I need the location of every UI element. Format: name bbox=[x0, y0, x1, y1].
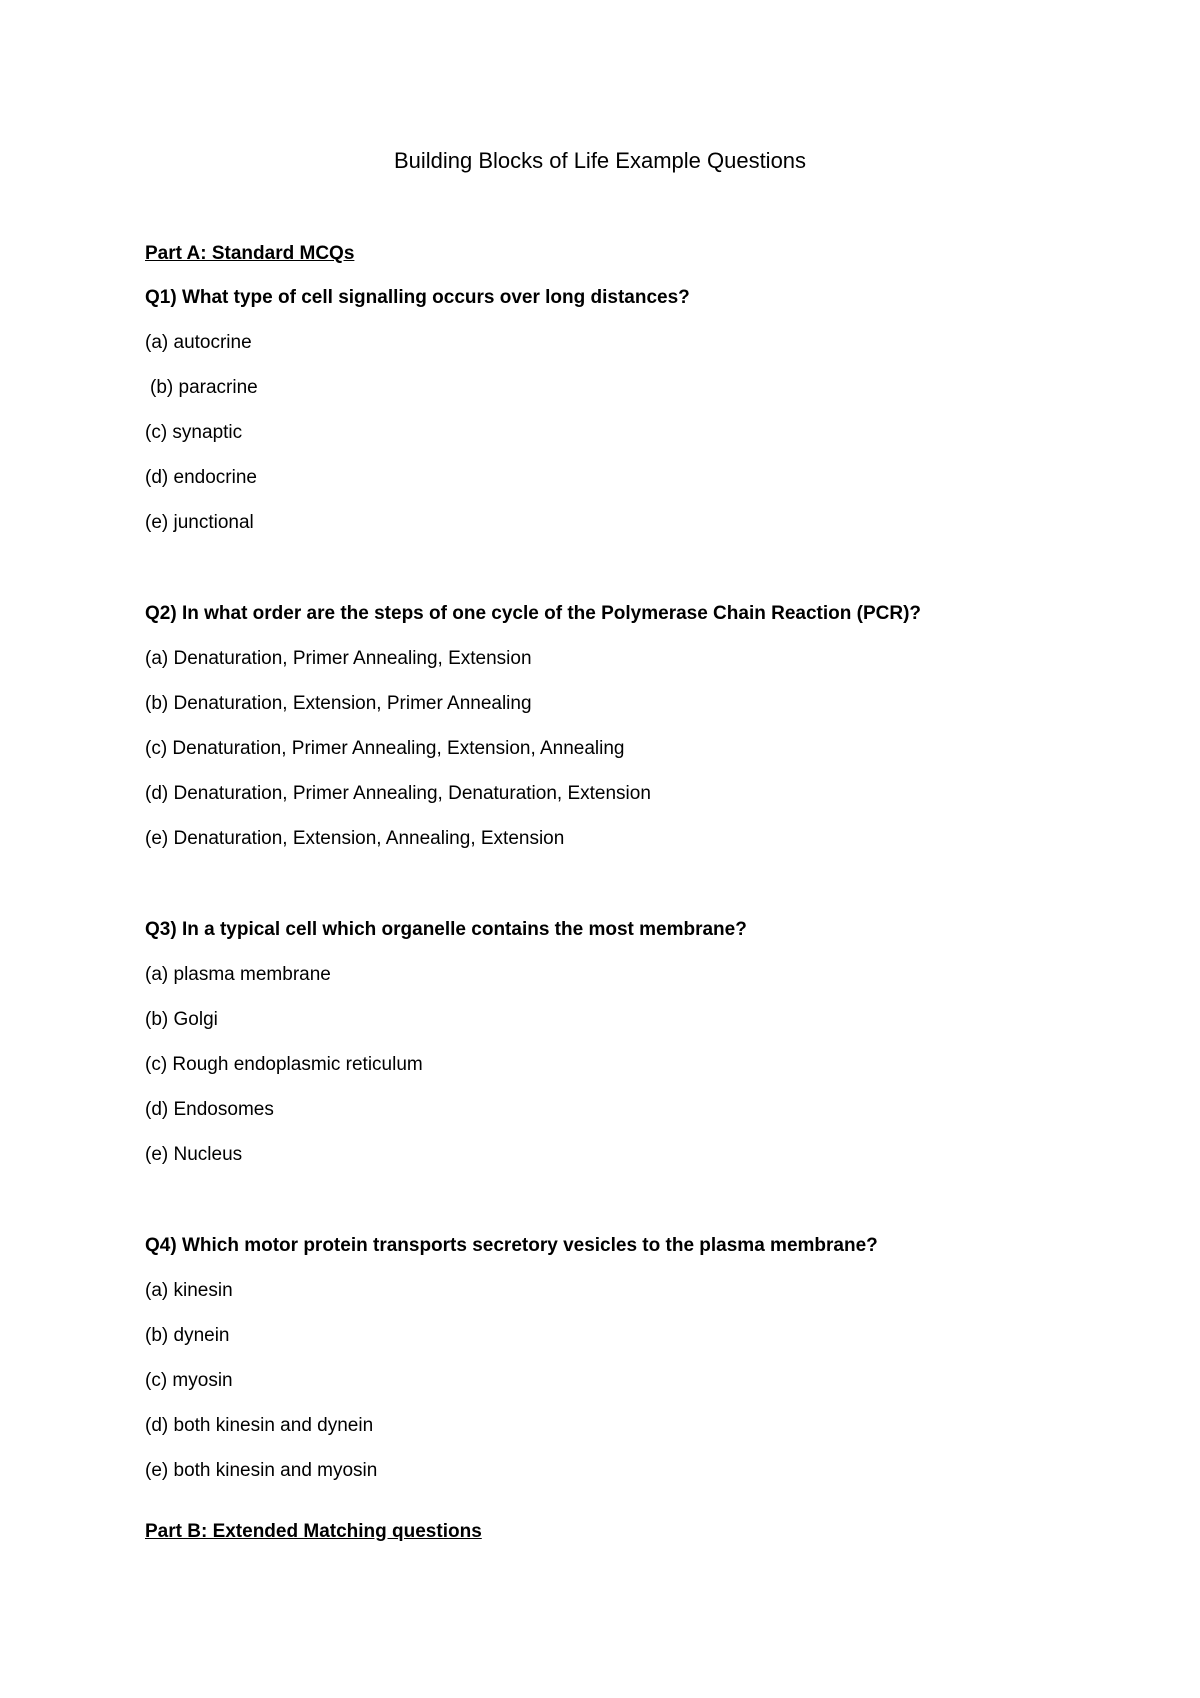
document-body bbox=[145, 243, 1145, 1505]
answer-option: (e) Nucleus bbox=[145, 1144, 243, 1165]
part-b-heading: Part B: Extended Matching questions bbox=[145, 1521, 482, 1542]
answer-option: (b) Golgi bbox=[145, 1009, 218, 1030]
answer-option: (b) paracrine bbox=[150, 377, 258, 398]
answer-option: (b) dynein bbox=[145, 1325, 230, 1346]
part-a-heading: Part A: Standard MCQs bbox=[145, 243, 355, 264]
question-text: Q3) In a typical cell which organelle contains the most membrane? bbox=[145, 919, 747, 940]
answer-option: (c) Rough endoplasmic reticulum bbox=[145, 1054, 423, 1075]
answer-option: (d) both kinesin and dynein bbox=[145, 1415, 374, 1436]
question-text: Q4) Which motor protein transports secretory vesicles to the plasma membrane? bbox=[145, 1235, 878, 1256]
answer-option: (c) synaptic bbox=[145, 422, 243, 443]
answer-option: (e) both kinesin and myosin bbox=[145, 1460, 378, 1481]
answer-option: (c) Denaturation, Primer Annealing, Extension, Annealing bbox=[145, 738, 625, 759]
question-3 bbox=[145, 919, 1145, 1189]
document-title: Building Blocks of Life Example Questions bbox=[393, 148, 807, 173]
answer-option: (c) myosin bbox=[145, 1370, 233, 1391]
answer-option: (a) plasma membrane bbox=[145, 964, 331, 985]
question-spacer bbox=[145, 1189, 1145, 1235]
question-1 bbox=[145, 287, 1145, 557]
question-spacer bbox=[145, 557, 1145, 603]
question-4 bbox=[145, 1235, 1145, 1505]
question-text: Q1) What type of cell signalling occurs over long distances? bbox=[145, 287, 690, 308]
answer-option: (d) endocrine bbox=[145, 467, 257, 488]
answer-option: (a) kinesin bbox=[145, 1280, 233, 1301]
answer-option: (a) autocrine bbox=[145, 332, 252, 353]
question-text: Q2) In what order are the steps of one cycle of the Polymerase Chain Reaction (PCR)? bbox=[145, 603, 922, 624]
answer-option: (e) junctional bbox=[145, 512, 254, 533]
question-spacer bbox=[145, 873, 1145, 919]
answer-option: (b) Denaturation, Extension, Primer Annealing bbox=[145, 693, 532, 714]
answer-option: (d) Denaturation, Primer Annealing, Denaturation, Extension bbox=[145, 783, 651, 804]
question-2 bbox=[145, 603, 1145, 873]
answer-option: (d) Endosomes bbox=[145, 1099, 274, 1120]
answer-option: (e) Denaturation, Extension, Annealing, Extension bbox=[145, 828, 565, 849]
answer-option: (a) Denaturation, Primer Annealing, Extension bbox=[145, 648, 532, 669]
